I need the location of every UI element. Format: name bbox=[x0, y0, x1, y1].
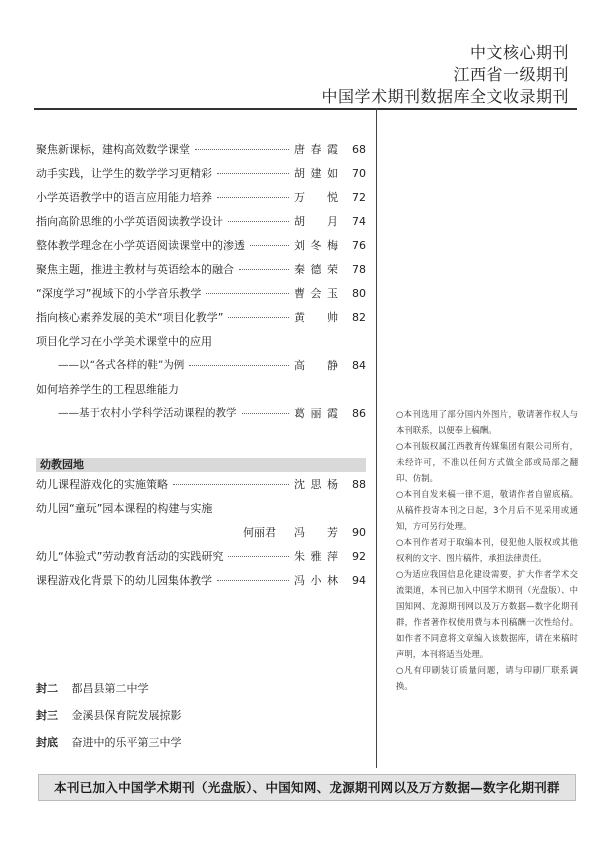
cover-item-back bbox=[36, 734, 182, 750]
toc-page: 90 bbox=[352, 525, 366, 539]
note-item: ○为适应我国信息化建设需要，扩大作者学术交流渠道，本刊已加入中国学术期刊（光盘版）、中国知网、龙源期刊网以及万方数据—数字化期刊群，作者著作权使用费与本刊稿酬一次性给付。如作者不同意将文章编入该数据库，请在来稿时声明，本刊将适当处理。 bbox=[396, 569, 578, 659]
toc-entry[interactable] bbox=[36, 476, 366, 492]
toc-entry-title-only[interactable] bbox=[36, 500, 366, 516]
toc-entry-title-only[interactable] bbox=[36, 381, 366, 397]
toc-page: 88 bbox=[352, 477, 366, 491]
toc-entry-subtitle[interactable] bbox=[36, 405, 366, 421]
toc-author: 沈思杨 bbox=[294, 477, 338, 491]
toc-author: 唐春霞 bbox=[294, 142, 338, 156]
toc-title: 幼儿“体验式”劳动教育活动的实践研究 bbox=[36, 549, 224, 563]
section-heading-preschool: 幼教园地 bbox=[36, 458, 366, 472]
toc-page: 84 bbox=[352, 358, 366, 372]
toc-title: 指向核心素养发展的美术“项目化教学” bbox=[36, 310, 224, 324]
database-banner: 本刊已加入中国学术期刊（光盘版）、中国知网、龙源期刊网以及万方数据—数字化期刊群 bbox=[38, 774, 576, 801]
note-item: ○本刊版权属江西教育传媒集团有限公司所有，未经许可，不准以任何方式做全部或局部之翻印、仿制。 bbox=[396, 441, 578, 483]
toc-title: 聚焦新课标，建构高效数学课堂 bbox=[36, 142, 190, 156]
toc-page: 78 bbox=[352, 262, 366, 276]
cover-text: 奋进中的乐平第三中学 bbox=[71, 736, 182, 749]
cover-label: 封底 bbox=[36, 736, 58, 749]
journal-tag-core: 中文核心期刊 bbox=[469, 43, 569, 62]
toc-author: 葛丽霞 bbox=[294, 406, 338, 420]
header-rule bbox=[34, 108, 577, 110]
toc-page: 92 bbox=[352, 549, 366, 563]
journal-tag-provincial: 江西省一级期刊 bbox=[453, 65, 569, 84]
toc-entry-title-only[interactable] bbox=[36, 333, 366, 349]
note-item: ○本刊作者对于取编本刊，侵犯他人版权或其他权利的文字、图片稿件，承担法律责任。 bbox=[396, 537, 578, 563]
toc-page: 80 bbox=[352, 286, 366, 300]
toc-subtitle: ——基于农村小学科学活动课程的教学 bbox=[58, 406, 237, 419]
journal-tag-database: 中国学术期刊数据库全文收录期刊 bbox=[321, 87, 569, 106]
toc-page: 68 bbox=[352, 142, 366, 156]
toc-author: 黄 帅 bbox=[294, 310, 338, 324]
toc-author: 冯 芳 bbox=[294, 525, 338, 539]
toc-entry[interactable] bbox=[36, 165, 366, 181]
toc-entry-authors[interactable] bbox=[36, 524, 366, 540]
cover-text: 都昌县第二中学 bbox=[71, 682, 149, 695]
cover-text: 金溪县保育院发展掠影 bbox=[71, 709, 182, 722]
toc-author: 何丽君 bbox=[243, 525, 276, 539]
toc-page: 82 bbox=[352, 310, 366, 324]
toc-author: 曹会玉 bbox=[294, 286, 338, 300]
toc-author: 万 悦 bbox=[294, 190, 338, 204]
toc-author: 高 静 bbox=[294, 358, 338, 372]
toc-title: 幼儿园“童玩”园本课程的构建与实施 bbox=[36, 501, 213, 515]
toc-entry-subtitle[interactable] bbox=[36, 357, 366, 373]
toc-entry[interactable] bbox=[36, 189, 366, 205]
toc-entry[interactable] bbox=[36, 213, 366, 229]
toc-title: 项目化学习在小学美术课堂中的应用 bbox=[36, 334, 212, 348]
cover-item-inside-back bbox=[36, 707, 182, 723]
toc-entry[interactable] bbox=[36, 261, 366, 277]
toc-entry[interactable] bbox=[36, 237, 366, 253]
toc-entry[interactable] bbox=[36, 572, 366, 588]
toc-page: 86 bbox=[352, 406, 366, 420]
column-divider bbox=[376, 108, 377, 768]
toc-author: 冯小林 bbox=[294, 573, 338, 587]
toc-title: 聚焦主题，推进主教材与英语绘本的融合 bbox=[36, 262, 234, 276]
toc-title: 幼儿课程游戏化的实施策略 bbox=[36, 477, 168, 491]
toc-title: 如何培养学生的工程思维能力 bbox=[36, 382, 179, 396]
toc-subtitle: ——以“各式各样的鞋”为例 bbox=[58, 358, 185, 371]
toc-entry[interactable] bbox=[36, 285, 366, 301]
toc-title: 整体教学理念在小学英语阅读课堂中的渗透 bbox=[36, 238, 245, 252]
editorial-notes bbox=[396, 406, 578, 694]
cover-item-inside-front bbox=[36, 680, 149, 696]
cover-label: 封二 bbox=[36, 682, 58, 695]
note-item: ○本刊自发来稿一律不退，敬请作者自留底稿。从稿件投寄本刊之日起，3个月后不见采用或通知，方可另行处理。 bbox=[396, 489, 578, 531]
toc-author: 刘冬梅 bbox=[294, 238, 338, 252]
toc-author: 胡建如 bbox=[294, 166, 338, 180]
toc-page: 76 bbox=[352, 238, 366, 252]
toc-title: “深度学习”视域下的小学音乐教学 bbox=[36, 286, 202, 300]
toc-page: 94 bbox=[352, 573, 366, 587]
toc-page: 74 bbox=[352, 214, 366, 228]
toc-author: 秦德荣 bbox=[294, 262, 338, 276]
toc-title: 小学英语教学中的语言应用能力培养 bbox=[36, 190, 212, 204]
toc-page: 70 bbox=[352, 166, 366, 180]
toc-title: 课程游戏化背景下的幼儿园集体教学 bbox=[36, 573, 212, 587]
note-item: ○本刊选用了部分国内外图片，敬请著作权人与本刊联系，以便奉上稿酬。 bbox=[396, 409, 578, 435]
toc-title: 动手实践，让学生的数学学习更精彩 bbox=[36, 166, 212, 180]
toc-entry[interactable] bbox=[36, 548, 366, 564]
toc-title: 指向高阶思维的小学英语阅读教学设计 bbox=[36, 214, 223, 228]
cover-label: 封三 bbox=[36, 709, 58, 722]
toc-page: 72 bbox=[352, 190, 366, 204]
note-item: ○凡有印刷装订质量问题，请与印刷厂联系调换。 bbox=[396, 665, 578, 691]
toc-author: 朱雅萍 bbox=[294, 549, 338, 563]
toc-entry[interactable] bbox=[36, 141, 366, 157]
toc-entry[interactable] bbox=[36, 309, 366, 325]
toc-author: 胡 月 bbox=[294, 214, 338, 228]
